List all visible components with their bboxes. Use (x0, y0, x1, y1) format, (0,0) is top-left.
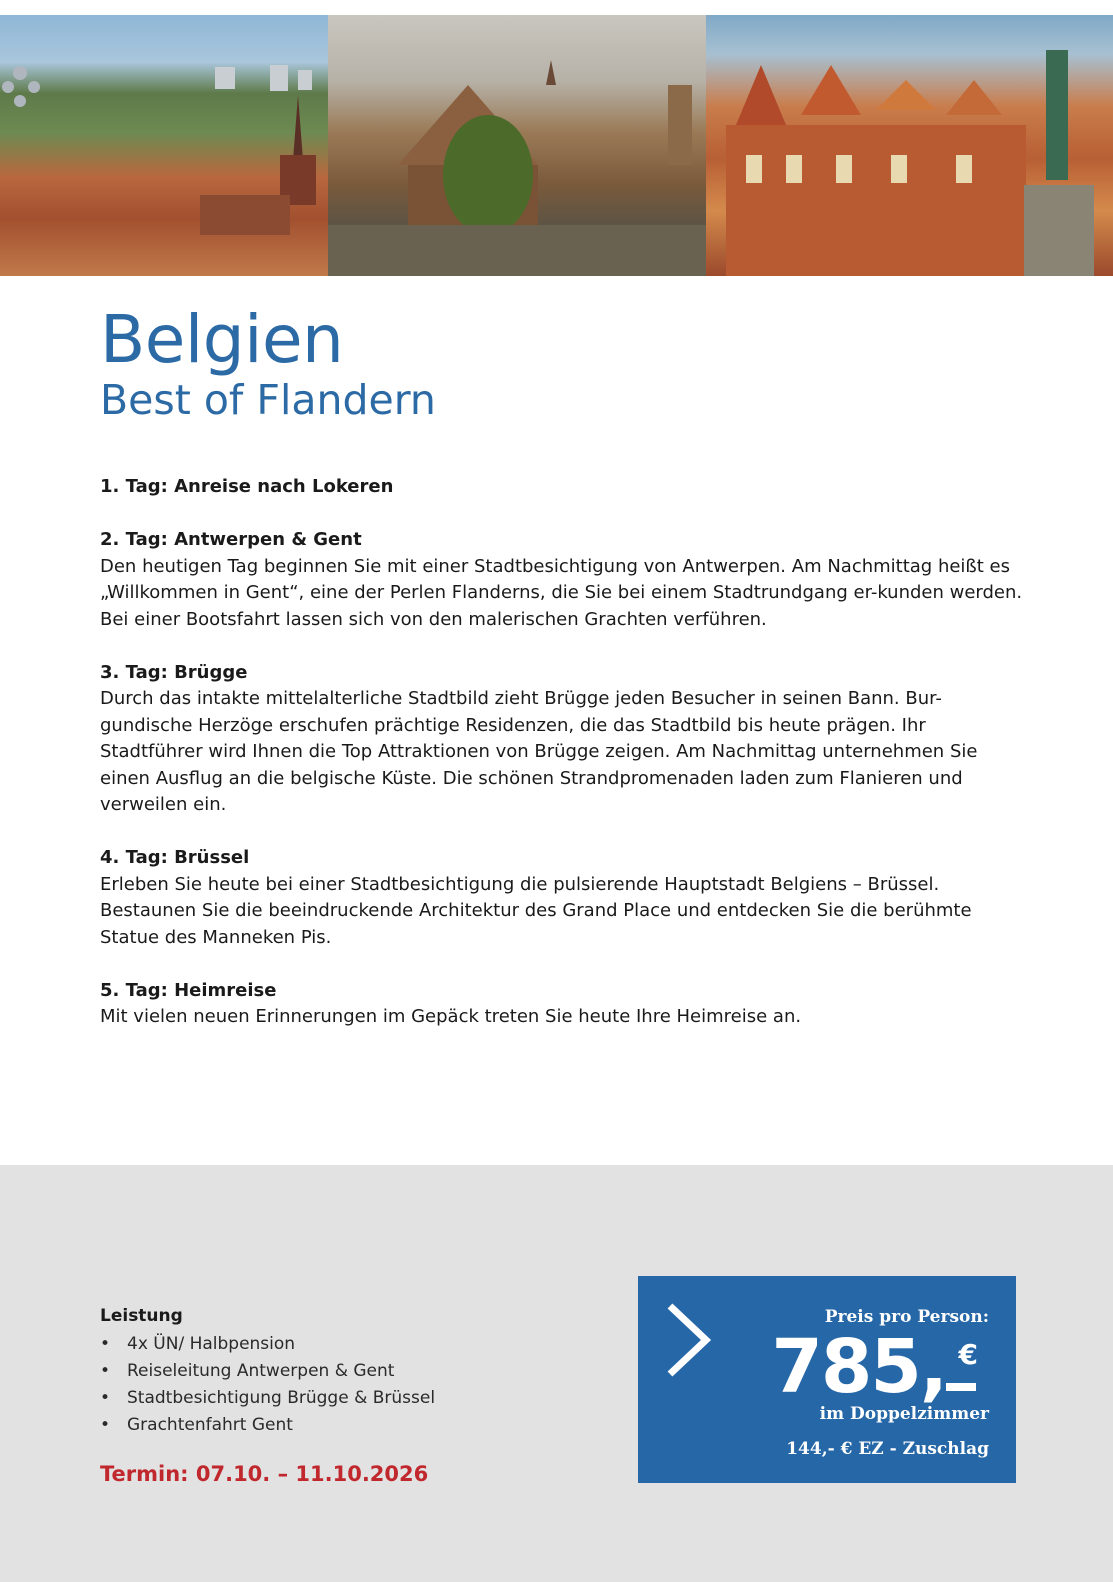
day-heading: 5. Tag: Heimreise (100, 979, 277, 1001)
day-heading: 3. Tag: Brügge (100, 661, 248, 683)
bruges-canal-image (328, 15, 706, 276)
page-title: Belgien (100, 301, 344, 378)
travel-dates: Termin: 07.10. – 11.10.2026 (100, 1462, 429, 1486)
day-heading: 2. Tag: Antwerpen & Gent (100, 529, 362, 550)
list-item: • Grachtenfahrt Gent (100, 1412, 435, 1439)
bruges-market-square-image (706, 15, 1113, 276)
price-currency: € (958, 1338, 978, 1371)
day-description: Erleben Sie heute bei einer Stadtbesichtigung die pulsierende Hauptstadt Belgiens – Brüssel. Bestaunen Sie die beeindruckende Architektur des Grand Place und entdecken Sie die berühmte Statue des Manneken Pis. (100, 873, 972, 948)
day-heading: 1. Tag: Anreise nach Lokeren (100, 476, 394, 497)
chevron-right-icon (664, 1302, 712, 1378)
itinerary-day (100, 978, 1030, 1031)
single-room-supplement: 144,- € EZ - Zuschlag (786, 1439, 989, 1459)
brussels-skyline-image (0, 15, 328, 276)
day-description: Mit vielen neuen Erinnerungen im Gepäck treten Sie heute Ihre Heimreise an. (100, 1006, 802, 1027)
itinerary-day (100, 660, 1030, 819)
itinerary-day (100, 527, 1030, 633)
price-room-type: im Doppelzimmer (819, 1404, 989, 1424)
list-item: • 4x ÜN/ Halbpension (100, 1331, 435, 1358)
itinerary-day (100, 474, 1030, 501)
day-heading: 4. Tag: Brüssel (100, 847, 250, 868)
list-item: • Stadtbesichtigung Brügge & Brüssel (100, 1385, 435, 1412)
day-description: Den heutigen Tag beginnen Sie mit einer Stadtbesichtigung von Antwerpen. Am Nachmittag heißt es „Willkommen in Gent“, eine der Perlen Flanderns, die Sie bei einem Stadtrundgang er-kunden werden. Bei einer Bootsfahrt lassen sich von den malerischen Grachten verführen. (100, 555, 1023, 630)
price-amount: 785, (771, 1324, 946, 1410)
header-photo-strip (0, 15, 1113, 276)
price-box (638, 1276, 1016, 1483)
page-subtitle: Best of Flandern (100, 376, 436, 424)
day-description: Durch das intakte mittelalterliche Stadtbild zieht Brügge jeden Besucher in seinen Bann. Bur-gundische Herzöge erschufen prächtige Residenzen, die das Stadtbild bis heute prägen. Ihr Stadtführer wird Ihnen die Top Attraktionen von Brügge zeigen. Am Nachmittag unternehmen Sie einen Ausflug an die belgische Küste. Die schönen Strandpromenaden laden zum Flanieren und verweilen ein. (100, 688, 978, 815)
services-list (100, 1331, 435, 1439)
price-label: Preis pro Person: (824, 1307, 989, 1327)
itinerary-day (100, 845, 1030, 951)
itinerary (100, 474, 1030, 1057)
price-dash (946, 1383, 976, 1391)
list-item: • Reiseleitung Antwerpen & Gent (100, 1358, 435, 1385)
services-heading: Leistung (100, 1306, 183, 1326)
